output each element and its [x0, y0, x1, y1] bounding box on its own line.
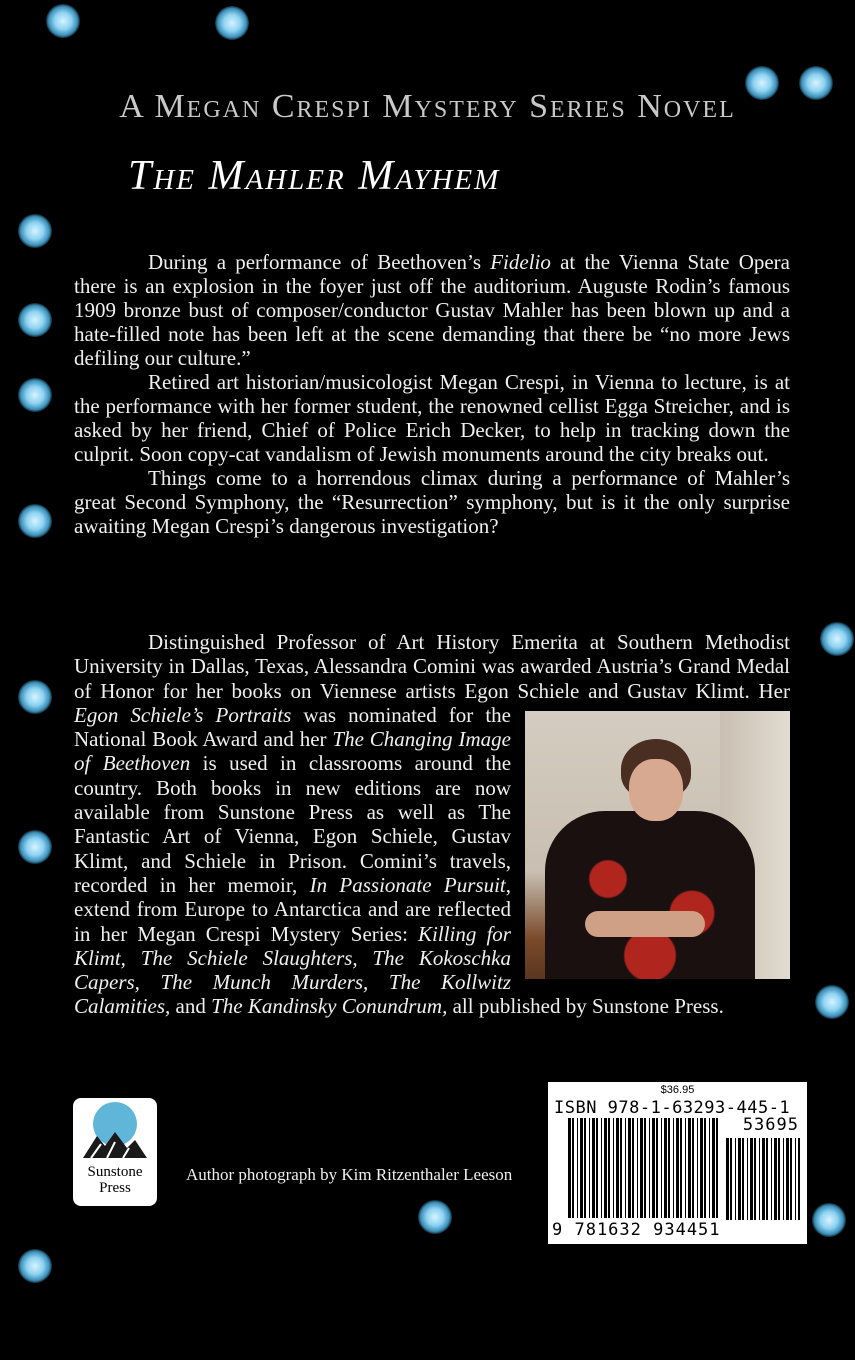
price-label: $36.95 [660, 1084, 695, 1096]
barcode-panel [548, 1082, 807, 1244]
glow-dot [18, 680, 52, 714]
price-barcode [726, 1138, 800, 1220]
ean-number: 9 781632 934451 [552, 1220, 721, 1240]
glow-dot [18, 504, 52, 538]
glow-dot [820, 622, 854, 656]
synopsis-paragraph-2: Retired art historian/musicologist Megan Crespi, in Vienna to lecture, is at the performance with her former student, the renowned cellist Egga Streicher, and is asked by her friend, Chief of Police Erich Decker, to help in tracking down the culprit. Soon copy-cat vandalism of Jewish monuments around the city breaks out. [74, 370, 790, 466]
author-bio-paragraph: Distinguished Professor of Art History Emerita at Southern Methodist University in Dallas, Texas, Alessandra Comini was awarded Austria’s Grand Medal of Honor for her books on Viennese artists Egon Schiele and Gustav Klimt. Her Egon Schiele’s Portraits was nominated for the National Book Award and her The Changing Image of Beethoven is used in classrooms around the country. Both books in new editions are now available from Sunstone Press as well as The Fantastic Art of Vienna, Egon Schiele, Gustav Klimt, and Schiele in Prison. Comini’s travels, recorded in her memoir, In Passionate Pursuit, extend from Europe to Antarctica and are reflected in her Megan Crespi Mystery Series: Killing for Klimt, The Schiele Slaughters, The Kokoschka Capers, The Munch Murders, The Kollwitz Calamities, and The Kandinsky Conundrum, all published by Sunstone Press. [74, 630, 790, 1019]
glow-dot [812, 1203, 846, 1237]
glow-dot [418, 1200, 452, 1234]
mountain-icon [83, 1130, 147, 1158]
glow-dot [46, 4, 80, 38]
book-title: The Mahler Mayhem [128, 153, 501, 199]
logo-text: Sunstone Press [87, 1164, 143, 1196]
synopsis [74, 250, 790, 538]
glow-dot [815, 985, 849, 1019]
glow-dot [18, 214, 52, 248]
series-line: A Megan Crespi Mystery Series Novel [119, 88, 736, 125]
ean-barcode [568, 1118, 718, 1218]
glow-dot [18, 1249, 52, 1283]
synopsis-paragraph-1: During a performance of Beethoven’s Fidelio at the Vienna State Opera there is an explosion in the foyer just off the auditorium. Auguste Rodin’s famous 1909 bronze bust of composer/conductor Gustav Mahler has been blown up and a hate-filled note has been left at the scene demanding that there be “no more Jews defiling our culture.” [74, 250, 791, 370]
glow-dot [18, 303, 52, 337]
glow-dot [215, 6, 249, 40]
glow-dot [18, 378, 52, 412]
photo-credit: Author photograph by Kim Ritzenthaler Leeson [186, 1165, 513, 1184]
glow-dot [18, 830, 52, 864]
author-bio [74, 630, 790, 1019]
price-code: 53695 [742, 1115, 799, 1135]
isbn-label: ISBN 978-1-63293-445-1 [554, 1098, 791, 1118]
sunstone-press-logo [73, 1098, 157, 1206]
author-photo [525, 711, 790, 979]
synopsis-paragraph-3: Things come to a horrendous climax during a performance of Mahler’s great Second Symphony, the “Resurrection” symphony, but is it the only surprise awaiting Megan Crespi’s dangerous investigation? [74, 466, 790, 538]
